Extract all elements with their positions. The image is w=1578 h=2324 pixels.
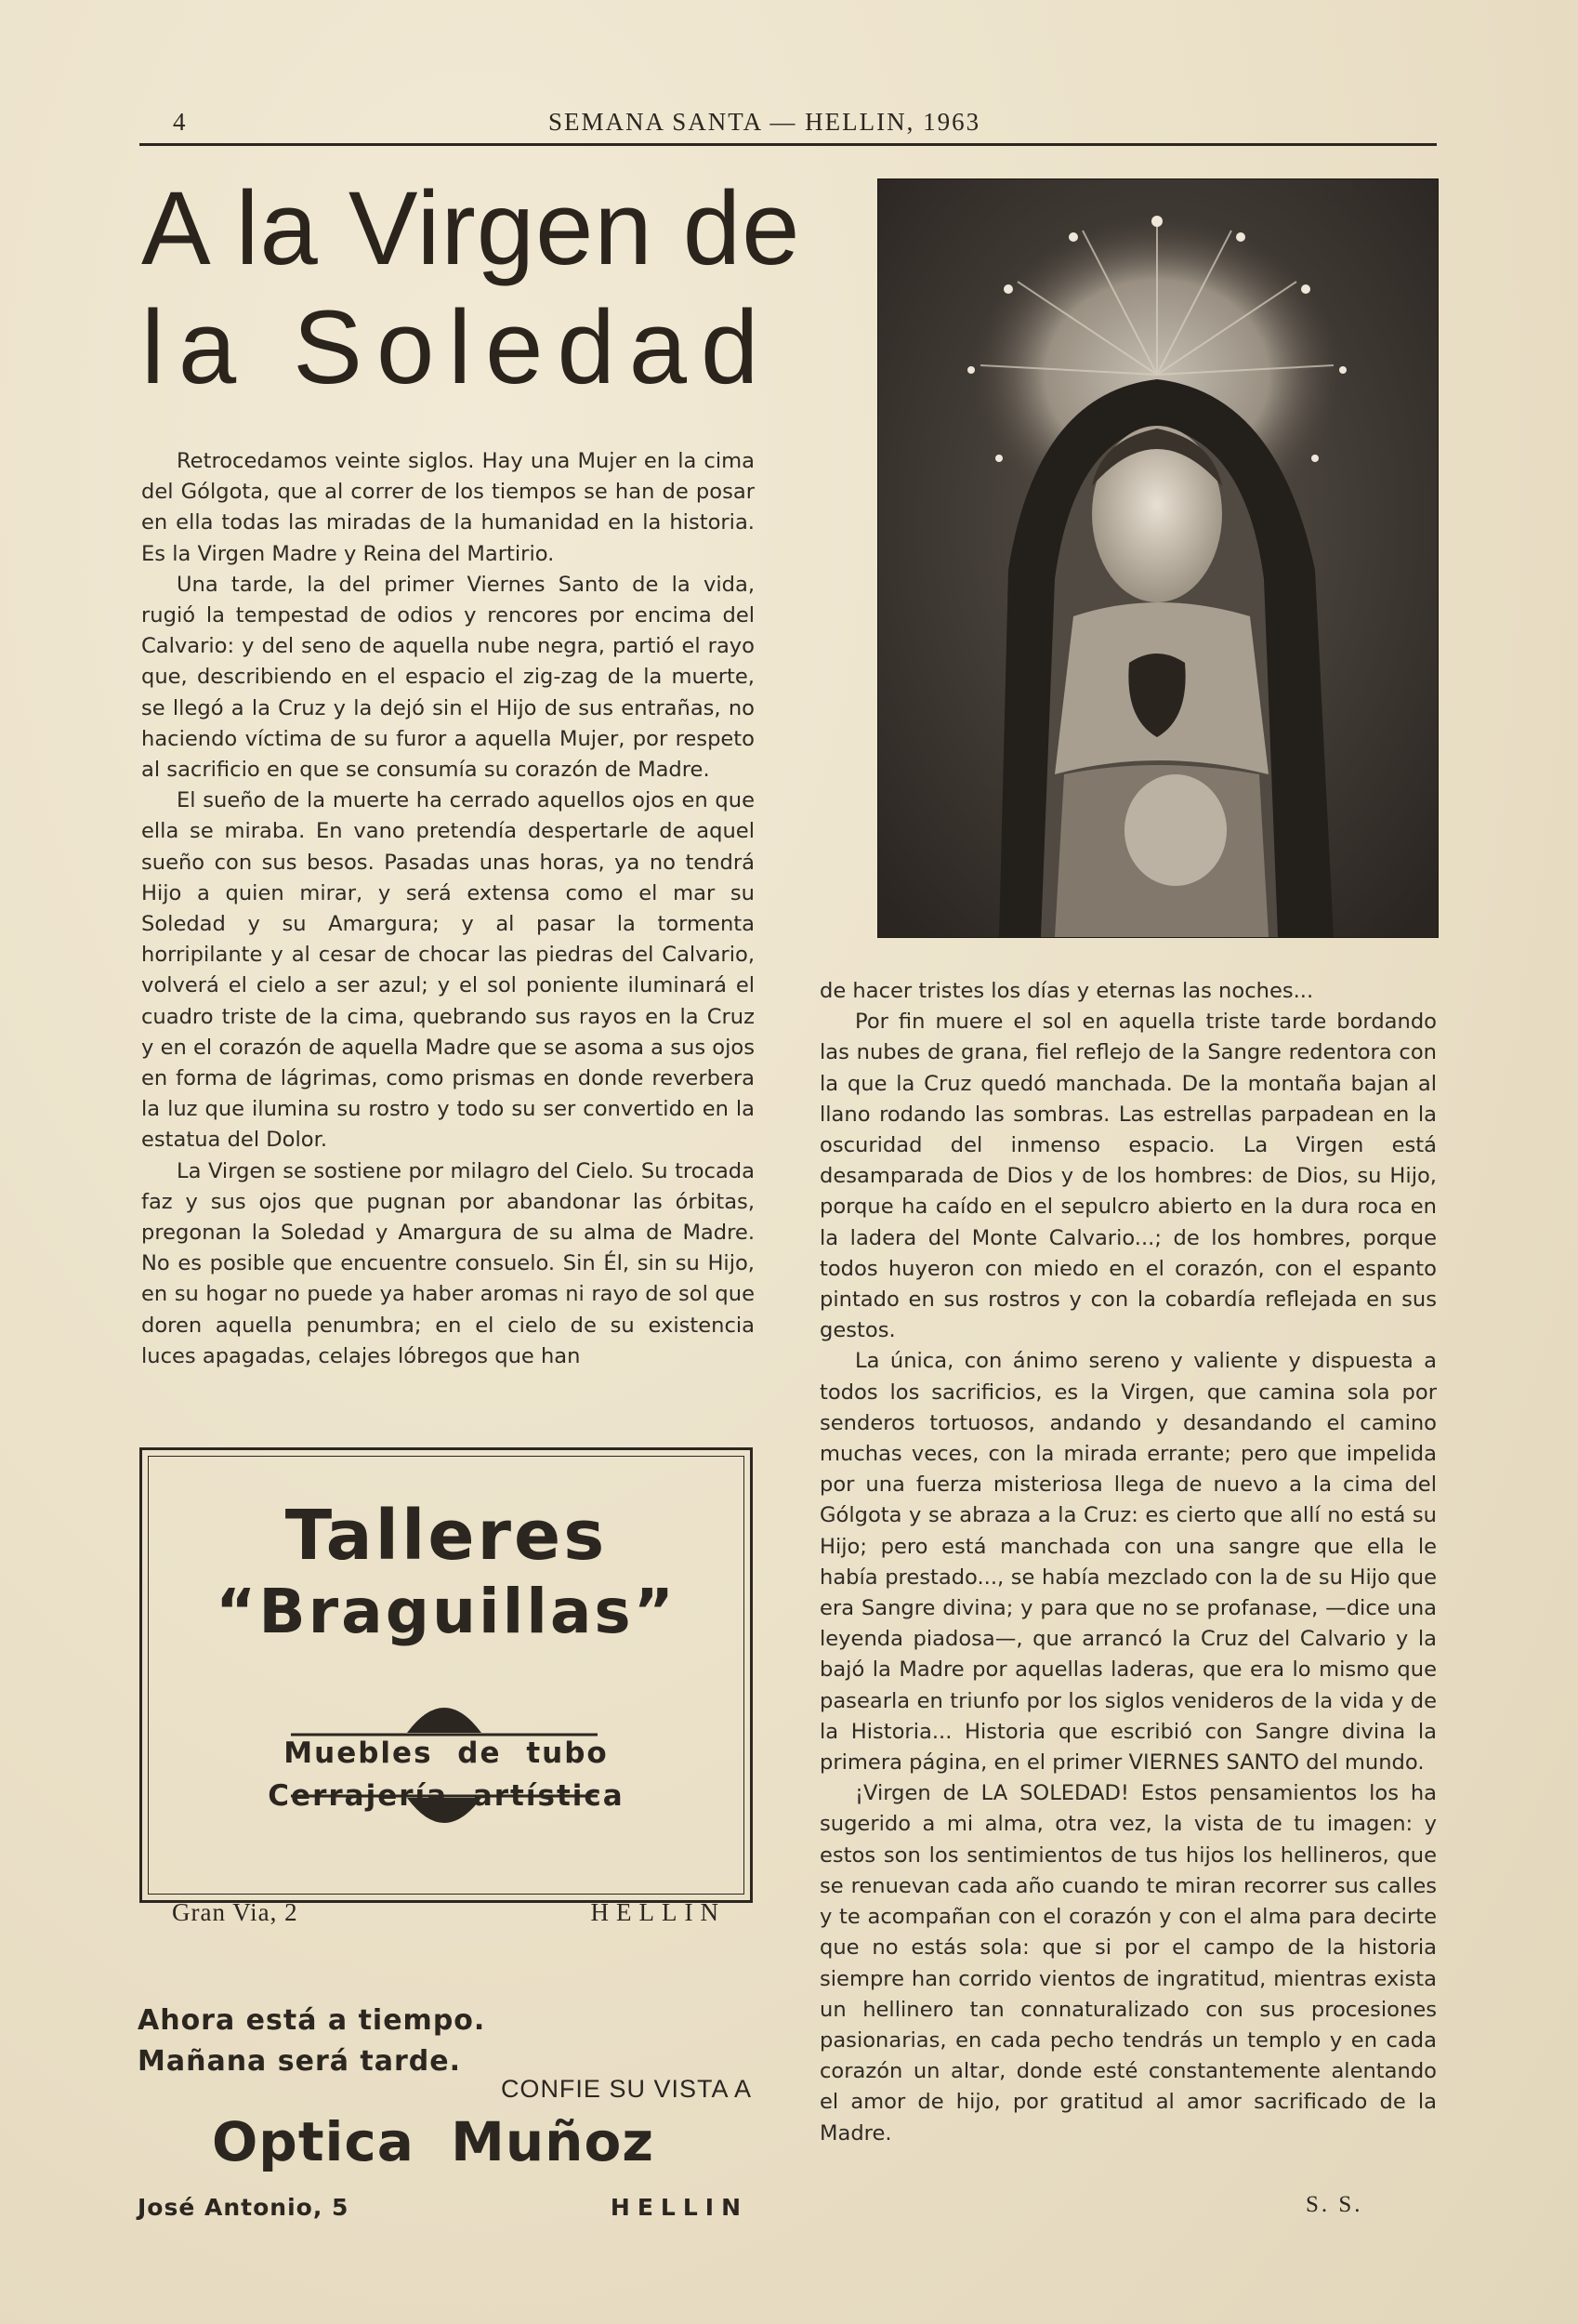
paragraph: El sueño de la muerte ha cerrado aquellos ojos en que ella se miraba. En vano pretendía despertarle de aquel sueño con sus besos. Pasadas unas horas, ya no tendrá Hijo a quien mirar, y será extensa como el mar su Soledad y su Amargura; y al pasar la tormenta horripilante y al cesar de chocar las piedras del Calvario, volverá el cielo a ser azul; y el sol poniente iluminará el cuadro triste de la cima, quebrando sus rayos en la Cruz y en el corazón de aquella Madre que se asoma a sus ojos en forma de lágrimas, como prismas en donde reverbera la luz que ilumina su rostro y todo su ser convertido en la estatua del Dolor.: [141, 788, 755, 1153]
ad-address: Gran Via, 2: [172, 1898, 298, 1926]
ad-business-name: Optica Muñoz: [212, 2110, 655, 2173]
paragraph-continuation: de hacer tristes los días y eternas las noches...: [820, 979, 1314, 1003]
paragraph: La única, con ánimo sereno y valiente y dispuesta a todos los sacrificios, es la Virgen, que camina sola por senderos tortuosos, andando y desandando el camino muchas veces, con la mirada errante; pero que impelida por una fuerza misteriosa llega de nuevo a la cima del Gólgota y se abraza a la Cruz: es cierto que allí no está su Hijo; pero está manchada con una sangre que ella le había prestado..., se había mezclado con la de su Hijo que era Sangre divina; y para que no se profanase, —dice una leyenda piadosa—, que arrancó la Cruz del Calvario y la bajó la Madre por aquellas laderas, que era lo mismo que pasearla en triunfo por los siglos venideros de la vida y de la Historia... Historia que escribió con Sangre divina la primera página, en el primer VIERNES SANTO del mundo.: [820, 1349, 1437, 1776]
paragraph: Una tarde, la del primer Viernes Santo de la vida, rugió la tempestad de odios y rencores por encima del Calvario: y del seno de aquella nube negra, partió el rayo que, describiendo en el espacio el zig-zag de la muerte, se llegó a la Cruz y la dejó sin el Hijo de sus entrañas, no haciendo víctima de su furor a aquella Mujer, por respeto al sacrificio en que se consumía su corazón de Madre.: [141, 572, 755, 783]
ad-slogan-2: Mañana será tarde.: [138, 2045, 462, 2078]
ad-address: José Antonio, 5: [138, 2194, 349, 2221]
title-line-1: A la Virgen de: [141, 170, 801, 286]
ad-service-1: Muebles de tubo: [283, 1736, 609, 1770]
page-number: 4: [173, 108, 188, 136]
page-header: [139, 104, 1437, 146]
ad-service-2: Cerrajería artística: [268, 1779, 625, 1813]
article-title: [141, 169, 829, 407]
paragraph: Retrocedamos veinte siglos. Hay una Mujer en la cima del Gólgota, que al correr de los tiempos se han de posar en ella todas las miradas de la humanidad en la historia. Es la Virgen Madre y Reina del Martirio.: [141, 449, 755, 566]
ad-city: HELLIN: [610, 2194, 748, 2221]
running-title: SEMANA SANTA — HELLIN, 1963: [548, 108, 981, 136]
title-line-2: la Soledad: [141, 289, 773, 405]
article-signature: S. S.: [1306, 2192, 1363, 2217]
virgin-photo: [877, 178, 1439, 938]
optica-munoz-ad: [138, 1999, 756, 2231]
talleres-braguillas-ad: [139, 1447, 753, 1926]
paragraph: La Virgen se sostiene por milagro del Cielo. Su trocada faz y sus ojos que pugnan por abandonar las órbitas, pregonan la Soledad y Amargura de su alma de Madre. No es posible que encuentre consuelo. Sin Él, sin su Hijo, en su hogar no puede ya haber aromas ni rayo de sol que doren aquella penumbra; en el cielo de su existencia luces apagadas, celajes lóbregos que han: [141, 1158, 755, 1368]
ad-brand-line-1: Talleres: [284, 1496, 608, 1576]
article-column-2: [820, 976, 1437, 2149]
article-column-1: [141, 446, 755, 1372]
paragraph: Por fin muere el sol en aquella triste tarde bordando las nubes de grana, fiel reflejo de la Sangre redentora con la que la Cruz quedó manchada. De la montaña bajan al llano rodando las sombras. Las estrellas parpadean en la oscuridad del inmenso espacio. La Virgen está desamparada de Dios y de los hombres: de Dios, su Hijo, porque ha caído en el sepulcro abierto en la dura roca en la ladera del Monte Calvario...; de los hombres, porque todos huyeron con miedo en el corazón, con el espanto pintado en sus rostros y con la cobardía reflejada en sus gestos.: [820, 1010, 1437, 1343]
ad-city: HELLIN: [590, 1898, 726, 1926]
ad-tagline: CONFIE SU VISTA A: [500, 2075, 752, 2103]
ad-brand-line-2: “Braguillas”: [215, 1576, 677, 1647]
paragraph: ¡Virgen de LA SOLEDAD! Estos pensamientos los ha sugerido a mi alma, otra vez, la vista de tu imagen: y estos son los sentimientos de tus hijos los hellineros, que se renuevan cada año cuando te miran recorrer sus calles y te acompañan con el corazón y con el alma para decirte que no estás sola: que si por el campo de la historia siempre han corrido vientos de ingratitud, mientras exista un hellinero tan connaturalizado con sus procesiones pasionarias, en cada pecho tendrás un templo y en cada corazón un altar, donde esté constantemente alentando el amor de hijo, por gratitud al amor sacrificado de la Madre.: [820, 1781, 1437, 2146]
ad-slogan-1: Ahora está a tiempo.: [138, 2004, 486, 2037]
